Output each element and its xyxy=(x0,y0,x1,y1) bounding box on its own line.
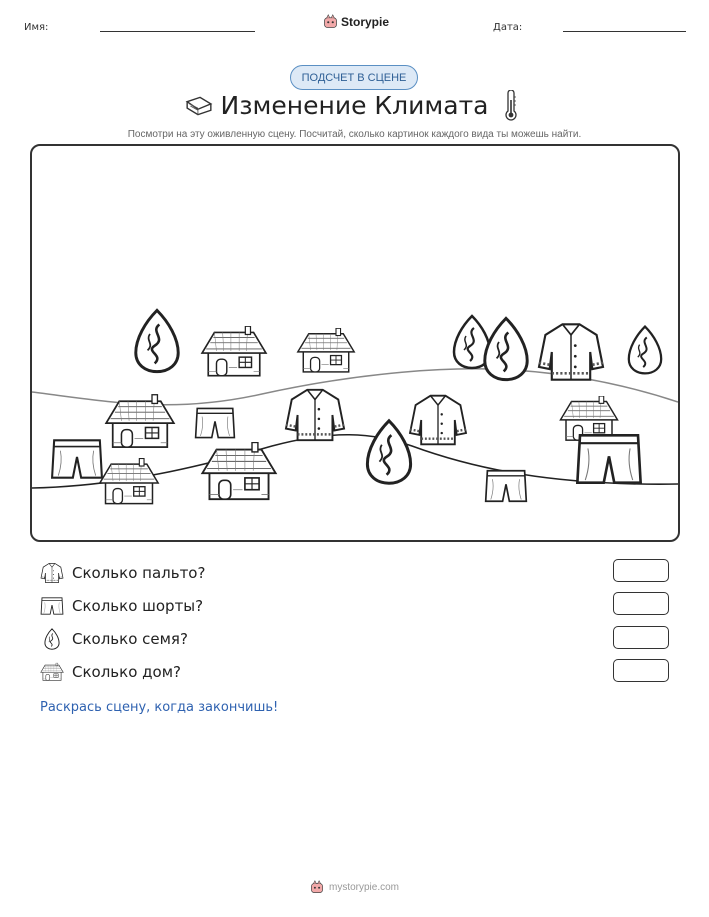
footer xyxy=(0,880,709,894)
question-house xyxy=(40,660,181,684)
date-field[interactable] xyxy=(563,31,686,32)
house-icon xyxy=(40,662,64,682)
coat-icon xyxy=(539,324,603,379)
finish-instruction: Раскрась сцену, когда закончишь! xyxy=(40,700,279,715)
page-title: Изменение Климата xyxy=(220,91,489,120)
coat-icon xyxy=(286,390,344,440)
seed-icon xyxy=(40,628,64,650)
house-icon xyxy=(560,396,617,440)
answer-box-coat[interactable] xyxy=(613,559,669,582)
shorts-icon xyxy=(196,408,235,437)
worksheet-type-badge: ПОДСЧЕТ В СЦЕНЕ xyxy=(290,65,418,90)
question-shorts xyxy=(40,594,203,618)
coat-icon xyxy=(410,396,466,445)
storypie-logo-icon xyxy=(323,14,338,29)
house-icon xyxy=(100,459,158,504)
footer-url: mystorypie.com xyxy=(328,881,399,893)
question-text: Сколько семя? xyxy=(72,630,188,648)
shorts-icon xyxy=(577,435,640,482)
scene-illustration xyxy=(32,146,678,540)
brand-logo xyxy=(323,14,389,29)
seed-icon xyxy=(485,318,527,379)
house-icon xyxy=(298,328,354,372)
answer-box-seed[interactable] xyxy=(613,626,669,649)
answer-box-house[interactable] xyxy=(613,659,669,682)
seed-icon xyxy=(367,421,410,483)
shorts-icon xyxy=(52,440,102,477)
coat-icon xyxy=(40,562,64,584)
house-icon xyxy=(202,442,275,499)
house-icon xyxy=(202,326,266,375)
shorts-icon xyxy=(40,596,64,616)
question-text: Сколько дом? xyxy=(72,663,181,681)
question-text: Сколько пальто? xyxy=(72,564,206,582)
name-label: Имя: xyxy=(24,22,49,33)
shorts-icon xyxy=(486,471,527,501)
answer-box-shorts[interactable] xyxy=(613,592,669,615)
instructions: Посмотри на эту оживленную сцену. Посчитай, сколько картинок каждого вида ты можешь найти. xyxy=(127,129,582,140)
seed-icon xyxy=(136,310,178,371)
brand-name: Storypie xyxy=(341,14,390,29)
seed-icon xyxy=(629,327,661,374)
counting-scene[interactable] xyxy=(30,144,680,542)
question-coat xyxy=(40,561,205,585)
storypie-logo-icon xyxy=(310,880,324,894)
thermometer-icon xyxy=(504,90,518,122)
name-field[interactable] xyxy=(100,31,255,32)
question-text: Сколько шорты? xyxy=(72,597,204,615)
question-seed xyxy=(40,627,188,651)
date-label: Дата: xyxy=(493,22,523,33)
